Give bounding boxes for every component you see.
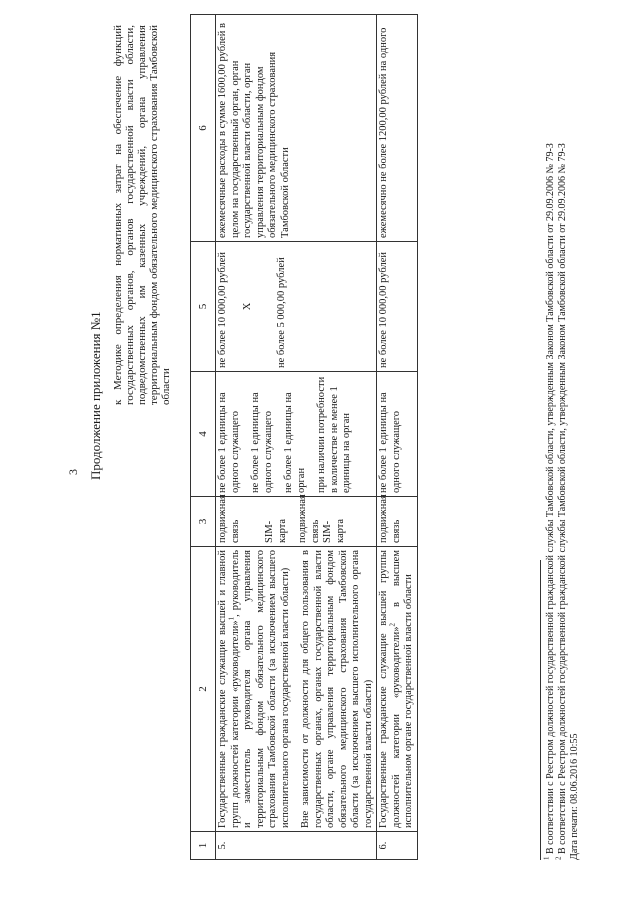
service-type-b: SIM-карта	[264, 518, 288, 543]
quantity-c: не более 1 единицы на орган	[283, 392, 307, 493]
footnote-mark: 2	[554, 856, 563, 860]
footnote-text: В соответствии с Реестром должностей государственной гражданской службы Тамбовской области, утвержденным Законом Тамбовской области от 29.09.2006 № 79-З	[545, 143, 556, 857]
footnote-ref: 2	[388, 622, 396, 627]
footnote-mark: 1	[542, 856, 551, 860]
position-text-b: Вне зависимости от должности для общего пользования в государственных органах, органах государственной власти области, органе управления территориальным фондом обязательного медицинского страхования Тамбовской области (за исключением высшего исполнительного органа государственной власти области)	[300, 550, 374, 828]
position-description	[216, 547, 377, 832]
service-type-c: подвижная связь	[297, 494, 321, 543]
price-a: не более 10 000,00 рублей	[217, 252, 228, 368]
service-type: подвижная связь	[377, 497, 418, 547]
monthly-expense: ежемесячные расходы в сумме 1600,00 рублей в целом на государственный орган, орган государственной власти области, орган управления территориальным фондом обязательного медицинского страхования Тамбовской области	[216, 15, 377, 242]
continuation-title: Продолжение приложения №1	[88, 311, 103, 480]
service-type	[216, 494, 377, 547]
quantity	[216, 372, 377, 497]
row-number: 5.	[216, 832, 377, 860]
norms-table	[190, 14, 418, 860]
monthly-expense: ежемесячно не более 1200,00 рублей на одного	[377, 15, 418, 242]
header-col-2: 2	[191, 547, 216, 832]
header-row	[191, 15, 216, 860]
footnote-2	[554, 15, 569, 860]
header-col-6: 6	[191, 15, 216, 242]
page-number: 3	[66, 469, 80, 475]
quantity-a: не более 1 единицы на одного служащего	[217, 392, 241, 493]
service-type-d: SIM-карта	[322, 518, 346, 543]
header-col-3: 3	[191, 497, 216, 547]
price-b: X	[241, 302, 253, 311]
position-text-a-tail: , руководитель и заместитель руководителя органа управления территориальным фондом обязательного медицинского страхования Тамбовской области (за исключением высшего исполнительного органа государственной власти области)	[229, 550, 291, 828]
service-type-a: подвижная связь	[217, 494, 241, 543]
table-row	[216, 15, 377, 860]
header-col-5: 5	[191, 242, 216, 372]
print-date: Дата печати: 08.06.2016 10:55	[569, 733, 580, 860]
footnote-divider	[540, 560, 541, 860]
price-c: не более 5 000,00 рублей	[276, 257, 287, 368]
table-row	[377, 15, 418, 860]
quantity: не более 1 единицы на одного служащего	[377, 372, 418, 497]
footnote-text: В соответствии с Реестром должностей государственной гражданской службы Тамбовской области, утвержденным Законом Тамбовской области от 29.09.2006 № 79-З	[557, 143, 568, 857]
price-limit: не более 10 000,00 рублей	[377, 242, 418, 372]
position-description	[377, 547, 418, 832]
quantity-d: при наличии потребности в количестве не менее 1 единицы на орган	[316, 376, 352, 493]
quantity-b: не более 1 единицы на одного служащего	[250, 392, 274, 493]
position-text-tail: в высшем исполнительном органе государственной власти области	[390, 550, 414, 828]
position-text-a: Государственные гражданские служащие высшей и главной групп должностей категории «руководители»	[217, 550, 241, 828]
methodology-text: к Методике определения нормативных затрат на обеспечение функций государственных органов, органов государственной власти области, подведомственных им казенных учреждений, органа управления территориальным фондом обязательного медицинского страхования Тамбовской области	[112, 25, 172, 405]
footnotes	[542, 15, 581, 860]
price-limit	[216, 242, 377, 372]
footnote-ref: 1	[227, 616, 235, 621]
footnote-1	[542, 15, 557, 860]
row-number: 6.	[377, 832, 418, 860]
header-col-1: 1	[191, 832, 216, 860]
header-col-4: 4	[191, 372, 216, 497]
position-text: Государственные гражданские служащие высшей группы должностей категории «руководители»	[378, 550, 402, 828]
